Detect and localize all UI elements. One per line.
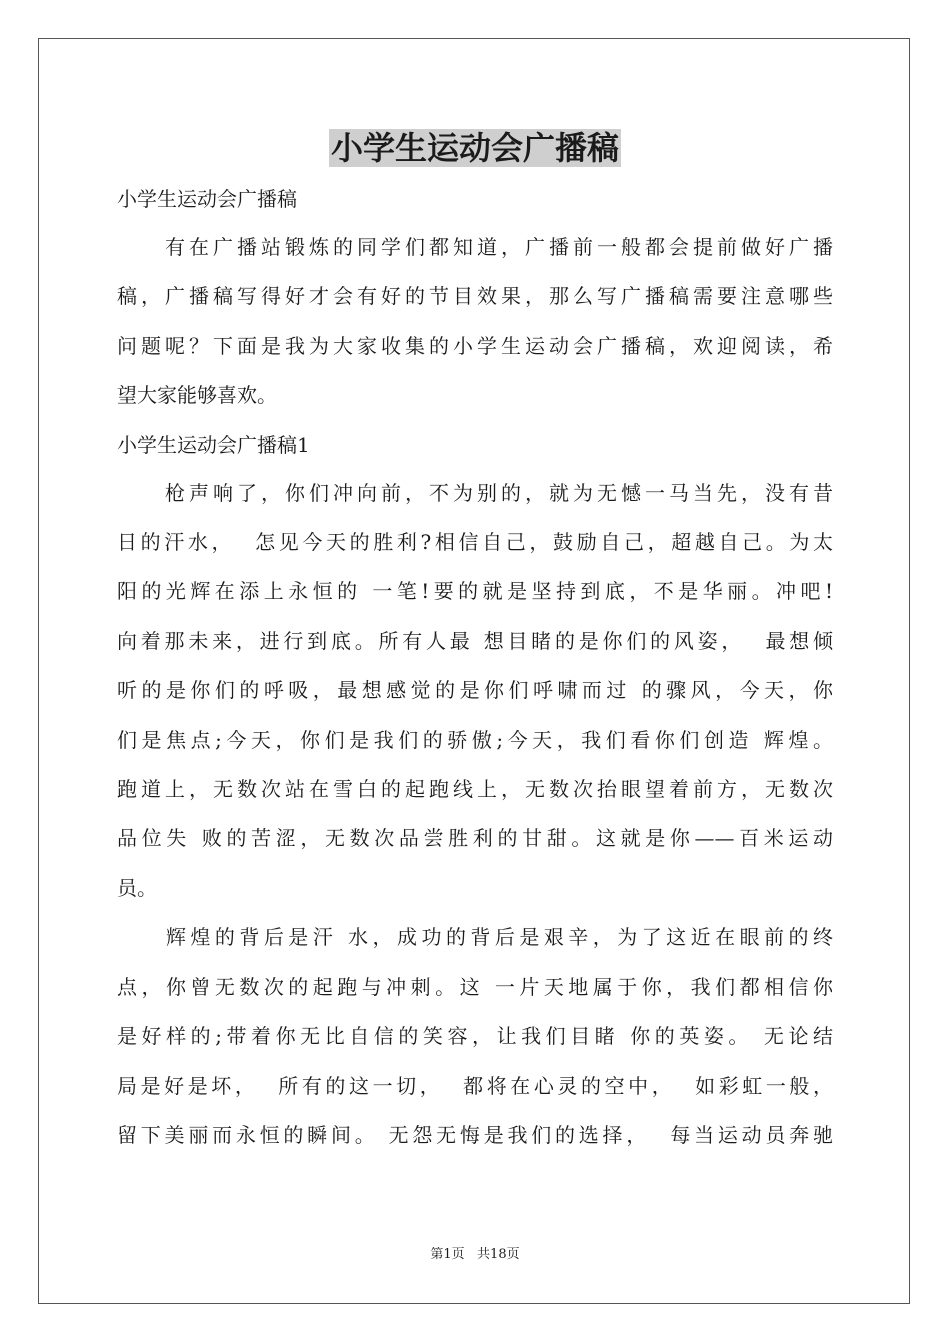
body-paragraph-2: [117, 913, 833, 1160]
text-line: 问题呢？下面是我为大家收集的小学生运动会广播稿，欢迎阅读，希: [117, 333, 833, 358]
text-line: 点，你曾无数次的起跑与冲刺。这 一片天地属于你，我们都相信你: [117, 974, 833, 999]
text-line: 枪声响了，你们冲向前，不为别的，就为无憾一马当先，没有昔: [117, 480, 833, 505]
text-line: 是好样的;带着你无比自信的笑容，让我们目睹 你的英姿。 无论结: [117, 1024, 833, 1049]
text-line: 品位失 败的苦涩，无数次品尝胜利的甘甜。这就是你——百米运动: [117, 826, 833, 851]
text-line: 留下美丽而永恒的瞬间。 无怨无悔是我们的选择， 每当运动员奔驰: [117, 1122, 833, 1147]
text-line: 阳的光辉在添上永恒的 一笔!要的就是坚持到底，不是华丽。冲吧!: [117, 579, 833, 604]
text-line: 跑道上，无数次站在雪白的起跑线上，无数次抬眼望着前方，无数次: [117, 777, 833, 802]
text-line: 向着那未来，进行到底。所有人最 想目睹的是你们的风姿， 最想倾: [117, 628, 833, 653]
page-footer: 第1页 共18页: [430, 1247, 520, 1262]
text-line: 听的是你们的呼吸，最想感觉的是你们呼啸而过 的骤风，今天，你: [117, 678, 833, 703]
text-line: 日的汗水， 怎见今天的胜利?相信自己，鼓励自己，超越自己。为太: [117, 530, 833, 555]
text-line: 员。: [117, 875, 157, 900]
text-line: 有在广播站锻炼的同学们都知道，广播前一般都会提前做好广播: [117, 235, 833, 259]
body-paragraph-1: [117, 469, 833, 914]
text-line: 辉煌的背后是汗 水，成功的背后是艰辛，为了这近在眼前的终: [117, 925, 833, 950]
document-title: [0, 125, 950, 171]
text-line: 稿，广播稿写得好才会有好的节目效果，那么写广播稿需要注意哪些: [117, 284, 833, 309]
intro-paragraph: [117, 223, 833, 421]
title-text: 小学生运动会广播稿: [330, 129, 619, 167]
section-heading: 小学生运动会广播稿1: [117, 432, 310, 457]
text-line: 们是焦点;今天，你们是我们的骄傲;今天，我们看你们创造 辉煌。: [117, 727, 833, 752]
document-body: [117, 175, 833, 1160]
text-line: 局是好是坏， 所有的这一切， 都将在心灵的空中， 如彩虹一般，: [117, 1073, 833, 1098]
text-line: 望大家能够喜欢。: [117, 383, 277, 408]
document-subtitle: 小学生运动会广播稿: [117, 187, 297, 211]
